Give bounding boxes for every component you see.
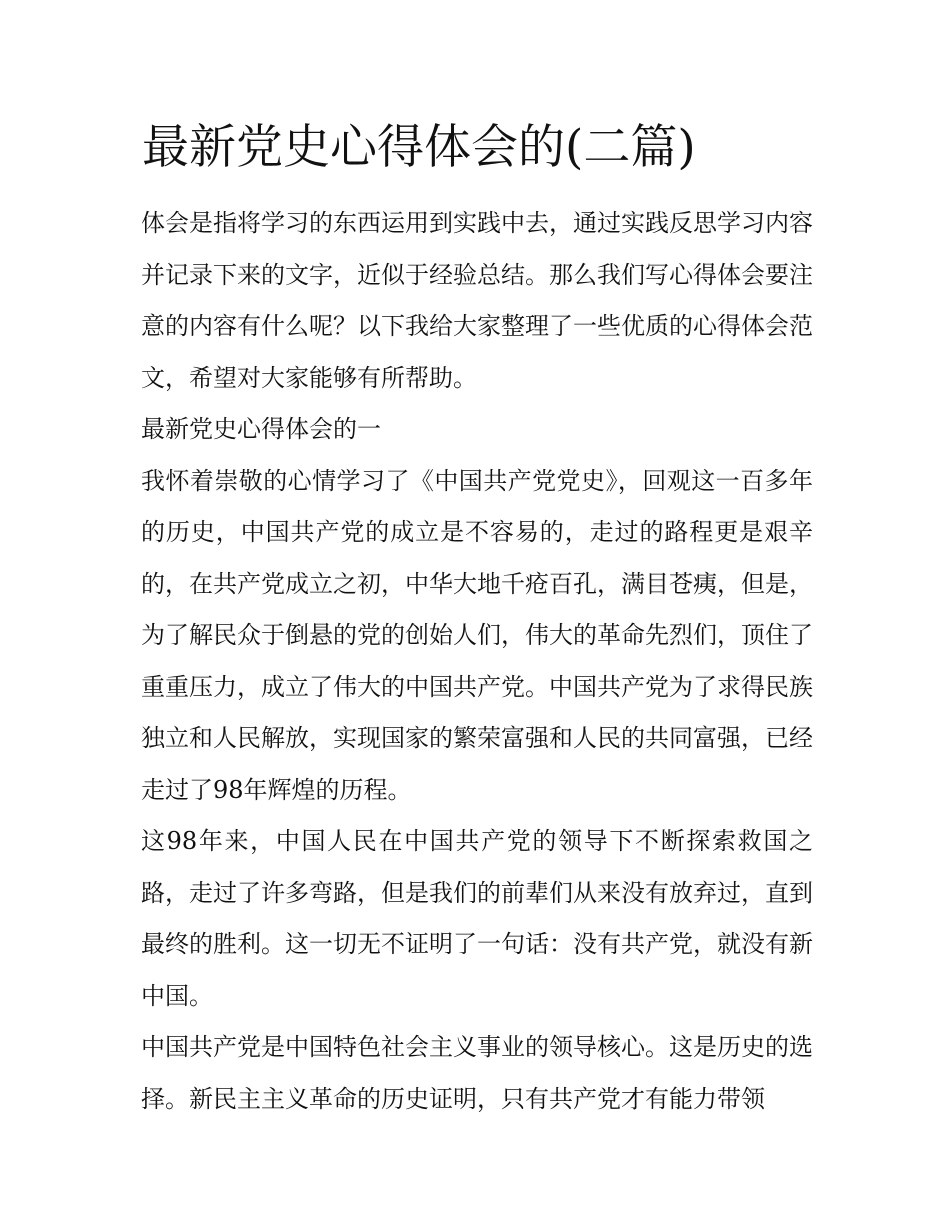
document-body [141, 198, 813, 1125]
body-paragraph: 我怀着崇敬的心情学习了《中国共产党党史》，回观这一百多年的历史，中国共产党的成立是不容易的，走过的路程更是艰辛的，在共产党成立之初，中华大地千疮百孔，满目苍痍，但是，为了解民众于倒悬的党的创始人们，伟大的革命先烈们，顶住了重重压力，成立了伟大的中国共产党。中国共产党为了求得民族独立和人民解放，实现国家的繁荣富强和人民的共同富强，已经走过了98年辉煌的历程。 [141, 466, 813, 804]
body-paragraph: 中国共产党是中国特色社会主义事业的领导核心。这是历史的选择。新民主主义革命的历史证明，只有共产党才有能力带领 [141, 1033, 813, 1113]
intro-paragraph: 体会是指将学习的东西运用到实践中去，通过实践反思学习内容并记录下来的文字，近似于经验总结。那么我们写心得体会要注意的内容有什么呢？以下我给大家整理了一些优质的心得体会范文，希望对大家能够有所帮助。 [141, 209, 813, 392]
section-heading: 最新党史心得体会的一 [141, 415, 381, 443]
document-title: 最新党史心得体会的(二篇) [142, 120, 696, 175]
body-paragraph: 这98年来，中国人民在中国共产党的领导下不断探索救国之路，走过了许多弯路，但是我们的前辈们从来没有放弃过，直到最终的胜利。这一切无不证明了一句话：没有共产党，就没有新中国。 [141, 827, 813, 1010]
